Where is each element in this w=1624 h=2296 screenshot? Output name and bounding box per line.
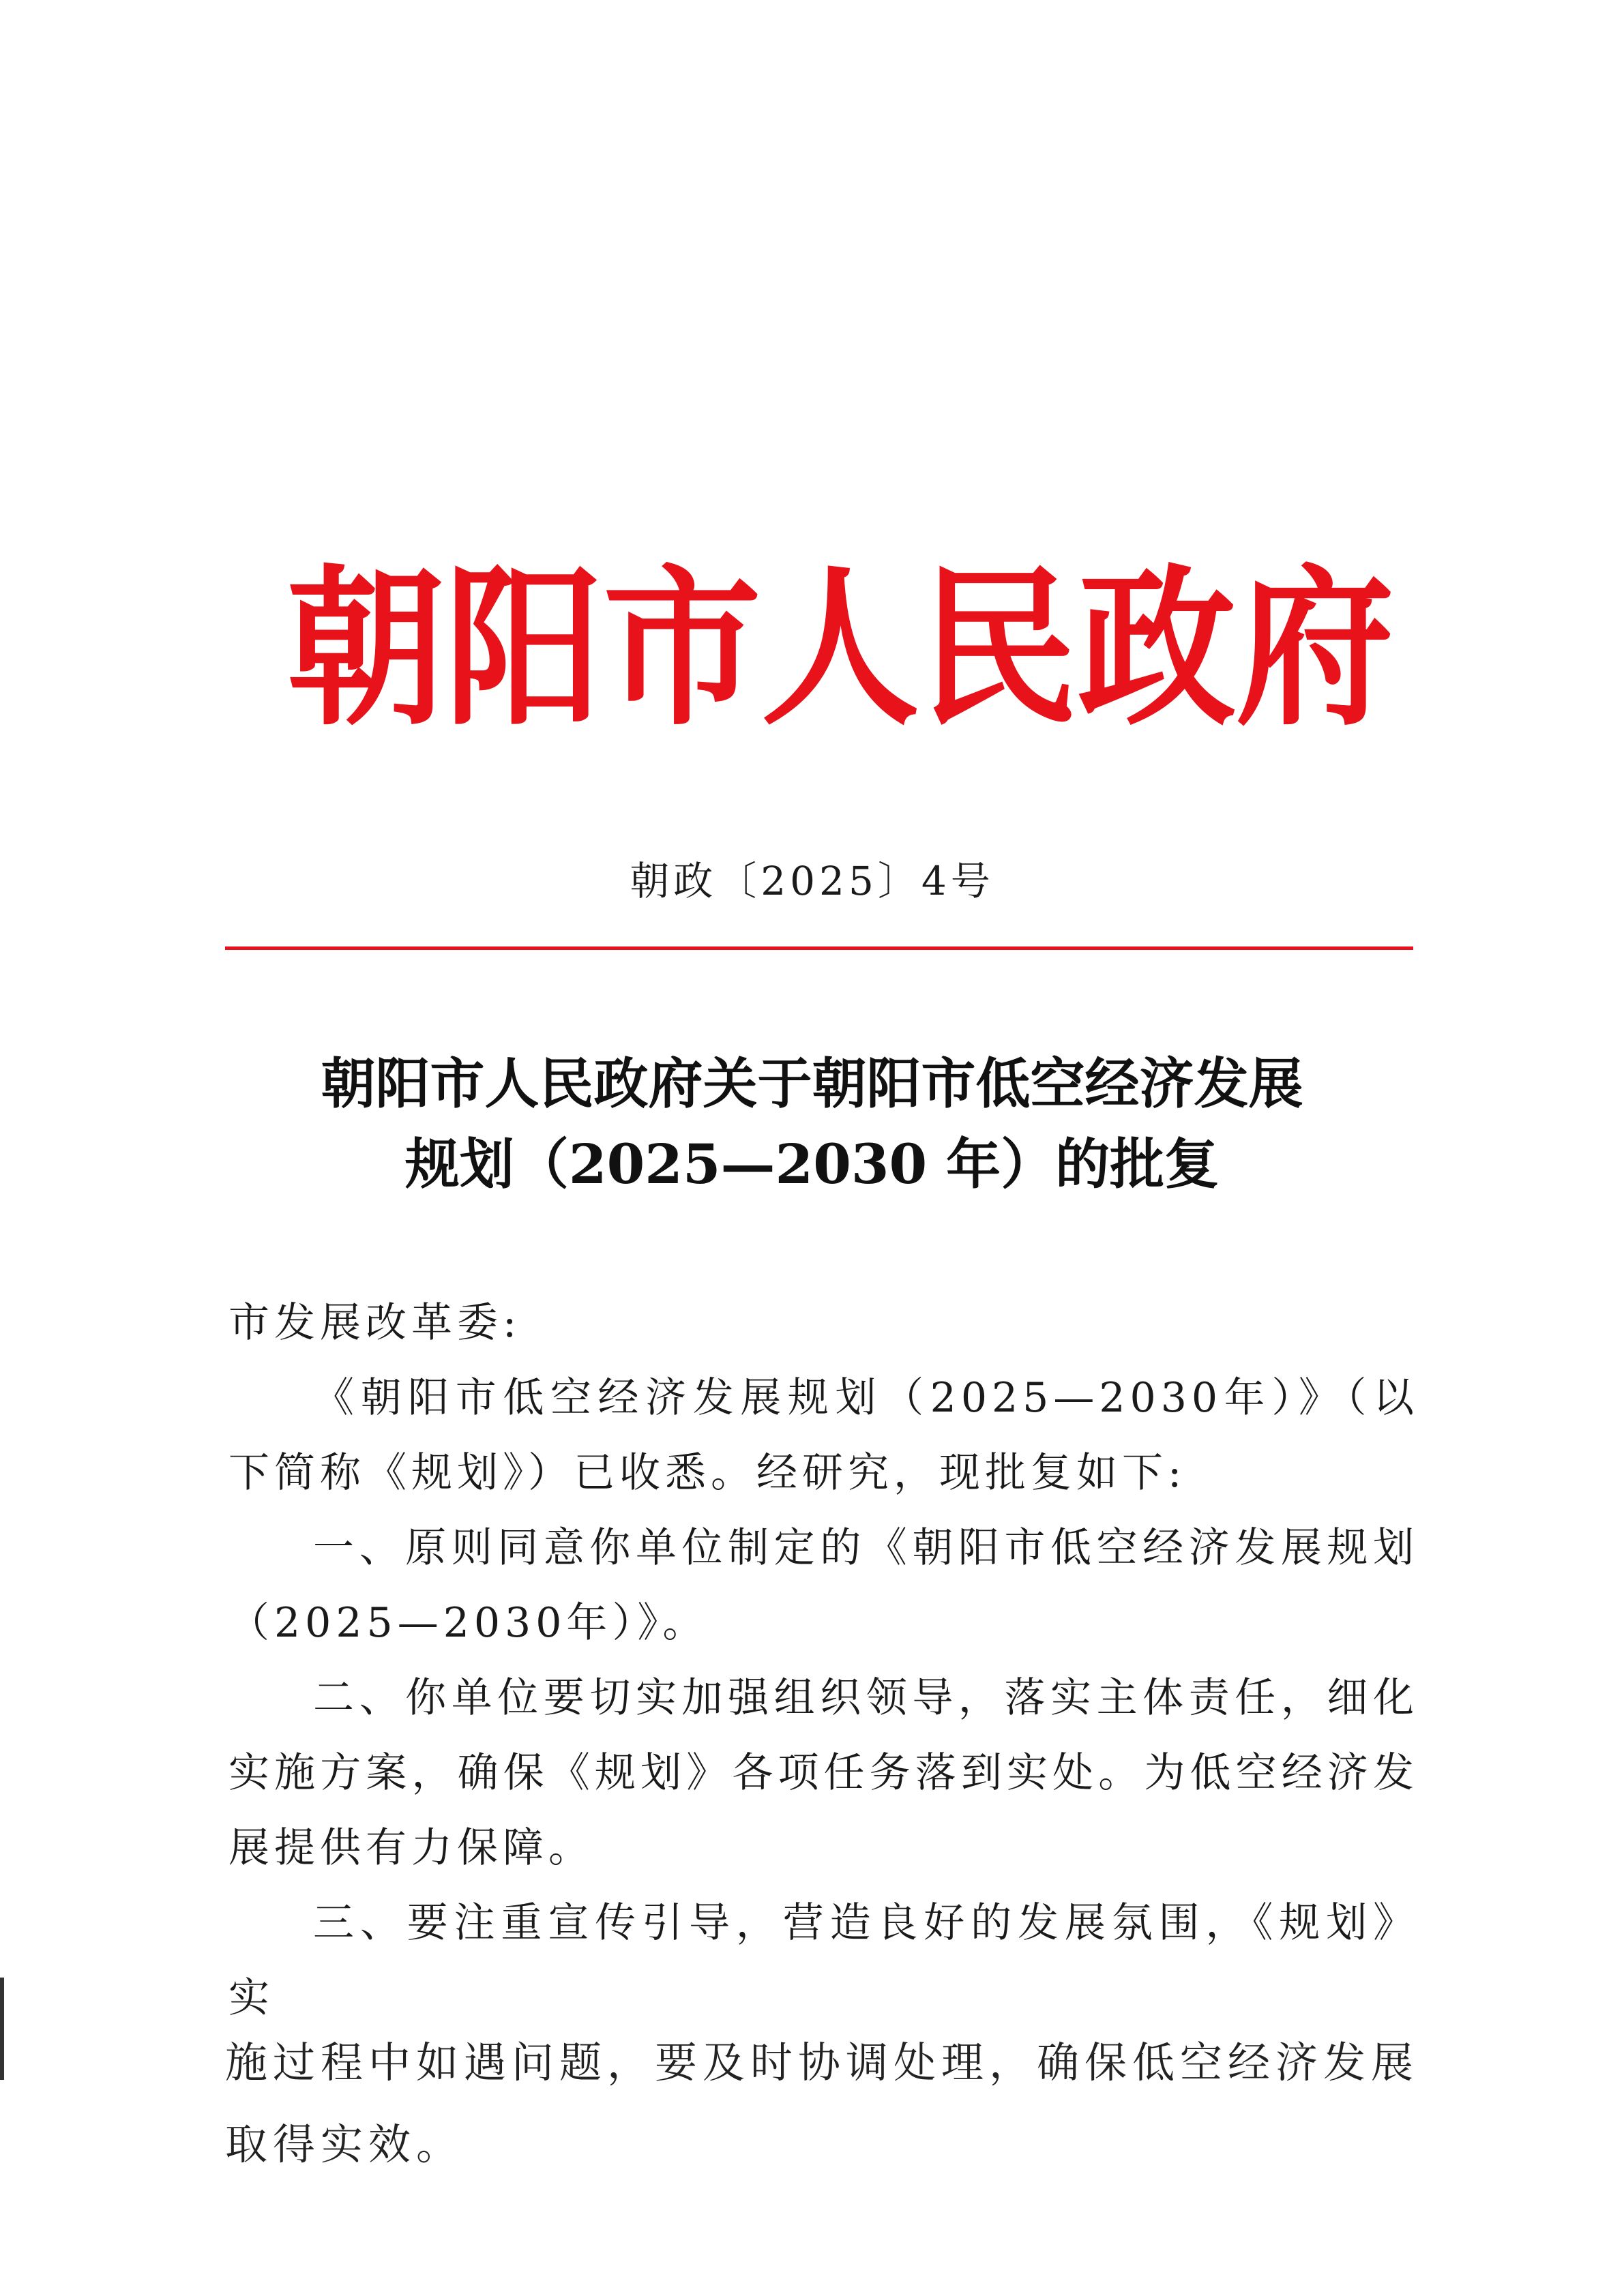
document-number: 朝政〔2025〕4号 <box>630 858 994 904</box>
paragraph-intro: 《朝阳市低空经济发展规划（2025—2030年）》（以下简称《规划》）已收悉。经研究，现批复如下: <box>228 1374 1419 1497</box>
issuer-char: 朝 <box>286 550 445 749</box>
document-body <box>228 1285 1419 2036</box>
addressee: 市发展改革委: <box>228 1299 522 1347</box>
scan-edge-mark <box>0 1978 4 2080</box>
paragraph-item-1: 一、原则同意你单位制定的《朝阳市低空经济发展规划（2025—2030年）》。 <box>228 1524 1419 1647</box>
issuer-char: 阳 <box>445 550 604 749</box>
paragraph-item-3-continued: 施过程中如遇问题，要及时协调处理，确保低空经济发展取得实效。 <box>225 2038 1419 2169</box>
document-title <box>0 1043 1624 1204</box>
paragraph-item-2: 二、你单位要切实加强组织领导，落实主体责任，细化实施方案，确保《规划》各项任务落到实处。为低空经济发展提供有力保障。 <box>228 1674 1419 1872</box>
issuer-char: 民 <box>919 550 1078 749</box>
document-title-line-2: 规划（2025—2030 年）的批复 <box>404 1132 1220 1196</box>
issuer-char: 府 <box>1236 550 1395 749</box>
document-title-line-1: 朝阳市人民政府关于朝阳市低空经济发展 <box>321 1052 1303 1116</box>
issuer-char: 市 <box>603 550 762 749</box>
red-separator-line <box>225 946 1413 950</box>
issuer-header <box>286 539 1395 760</box>
paragraph-item-3-start: 三、要注重宣传引导，营造良好的发展氛围，《规划》实 <box>228 1899 1419 2022</box>
issuer-char: 人 <box>761 550 920 749</box>
issuer-char: 政 <box>1078 550 1237 749</box>
